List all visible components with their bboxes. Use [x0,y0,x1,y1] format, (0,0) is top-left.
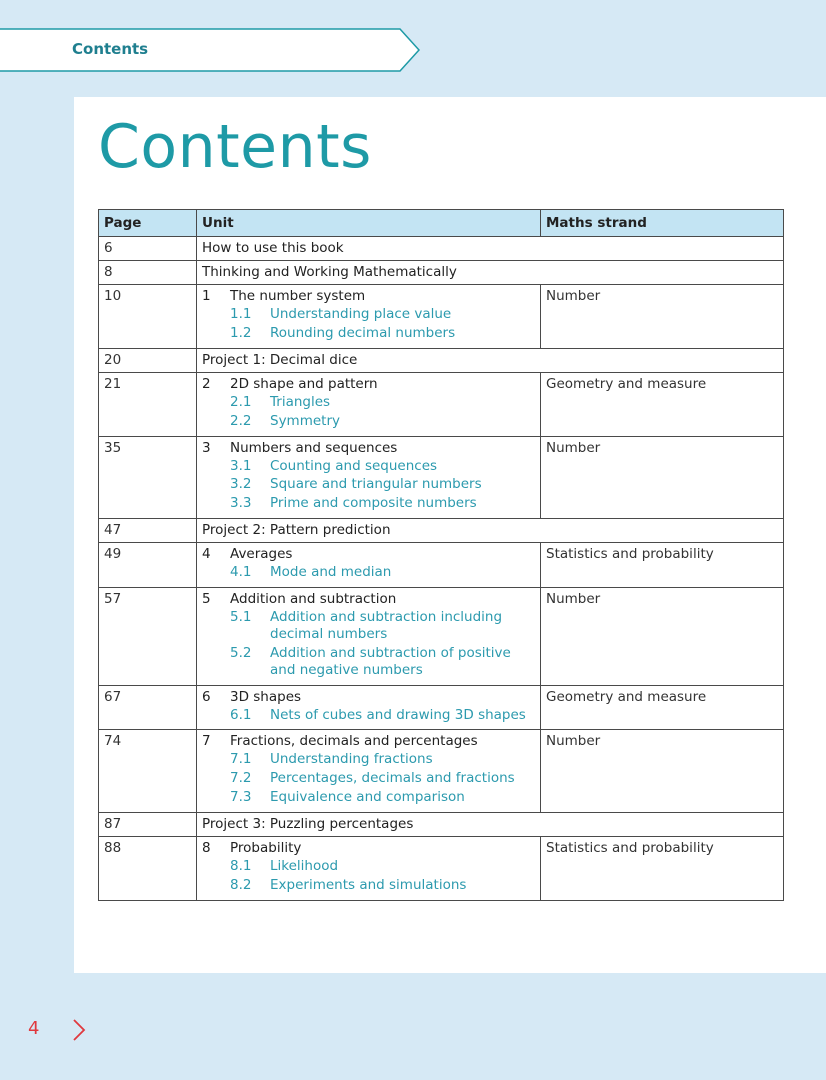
row-page: 74 [99,730,197,813]
subtopic-title: Percentages, decimals and fractions [270,770,515,787]
row-strand: Geometry and measure [541,372,784,436]
subtopic-item [202,751,535,768]
row-page: 10 [99,285,197,349]
subtopic-item [202,325,535,344]
row-title: Project 2: Pattern prediction [197,519,784,543]
unit-title: The number system [230,288,366,304]
subtopic-title: Prime and composite numbers [270,495,477,512]
subtopic-item [202,306,535,323]
unit-heading [202,840,535,856]
row-title: Project 3: Puzzling percentages [197,813,784,837]
row-page: 35 [99,436,197,519]
row-page: 21 [99,372,197,436]
row-page: 6 [99,237,197,261]
unit-title: Fractions, decimals and percentages [230,733,478,750]
unit-number: 1 [202,288,211,304]
header-unit: Unit [197,210,541,237]
subtopic-number: 1.2 [230,324,252,341]
row-unit [197,285,541,349]
page-number: 4 [28,1018,40,1039]
subtopic-title: Understanding fractions [270,751,433,768]
row-unit [197,372,541,436]
row-title: Thinking and Working Mathematically [197,261,784,285]
table-row [99,519,784,543]
subtopic-title: Counting and sequences [270,457,438,474]
header-tab-label: Contents [72,40,149,58]
tab-shape [0,28,420,72]
subtopic-number: 8.2 [230,876,252,893]
unit-heading [202,733,535,749]
subtopic-item [202,609,535,643]
subtopic-title: Likelihood [270,858,339,874]
subtopic-title: Symmetry [270,412,340,429]
subtopic-number: 3.1 [230,457,252,474]
subtopic-item [202,770,535,787]
table-row [99,837,784,901]
table-row [99,436,784,519]
unit-title: Addition and subtraction [230,591,397,607]
unit-number: 7 [202,733,211,750]
unit-number: 3 [202,439,211,456]
table-row [99,543,784,588]
header-page: Page [99,210,197,237]
row-strand: Statistics and probability [541,543,784,588]
row-page: 20 [99,348,197,372]
table-row [99,372,784,436]
table-row [99,348,784,372]
table-row [99,285,784,349]
row-page: 8 [99,261,197,285]
row-page: 87 [99,813,197,837]
unit-heading [202,440,535,456]
subtopic-title: Understanding place value [270,306,452,322]
table-row [99,685,784,730]
row-page: 47 [99,519,197,543]
row-unit [197,543,541,588]
row-strand: Number [541,285,784,349]
subtopic-item [202,495,535,514]
subtopic-number: 7.3 [230,789,252,806]
row-unit [197,685,541,730]
unit-number: 6 [202,688,211,705]
contents-table [98,209,784,901]
subtopic-number: 1.1 [230,306,252,322]
unit-number: 4 [202,546,211,563]
header-strand: Maths strand [541,210,784,237]
row-strand: Number [541,730,784,813]
subtopic-title: Square and triangular numbers [270,476,482,493]
row-unit [197,436,541,519]
row-strand: Statistics and probability [541,837,784,901]
subtopic-item [202,458,535,475]
row-strand: Geometry and measure [541,685,784,730]
unit-title: Probability [230,840,302,856]
subtopic-title: Addition and subtraction including decimal numbers [270,609,503,642]
row-page: 57 [99,588,197,686]
subtopic-item [202,476,535,493]
subtopic-item [202,645,535,681]
subtopic-number: 3.3 [230,495,252,512]
unit-title: 2D shape and pattern [230,375,378,392]
subtopic-title: Rounding decimal numbers [270,324,456,341]
row-unit [197,730,541,813]
table-row [99,237,784,261]
subtopic-item [202,707,535,726]
row-page: 88 [99,837,197,901]
unit-heading [202,376,535,392]
unit-title: Averages [230,546,293,563]
subtopic-item [202,858,535,875]
subtopic-number: 5.2 [230,644,252,661]
subtopic-number: 2.2 [230,412,252,429]
row-strand: Number [541,436,784,519]
subtopic-number: 4.1 [230,564,252,581]
subtopic-title: Equivalence and comparison [270,789,465,806]
subtopic-item [202,877,535,896]
row-page: 49 [99,543,197,588]
subtopic-title: Addition and subtraction of positive and negative numbers [270,644,511,678]
subtopic-number: 6.1 [230,706,252,723]
subtopic-title: Mode and median [270,564,392,581]
row-title: How to use this book [197,237,784,261]
table-row [99,261,784,285]
subtopic-number: 3.2 [230,476,252,493]
unit-number: 2 [202,375,211,392]
table-row [99,730,784,813]
page-title: Contents [98,112,372,182]
unit-heading [202,546,535,562]
subtopic-number: 8.1 [230,858,252,874]
row-title: Project 1: Decimal dice [197,348,784,372]
unit-number: 5 [202,591,211,607]
subtopic-number: 7.1 [230,751,252,768]
subtopic-title: Nets of cubes and drawing 3D shapes [270,706,526,723]
table-row [99,813,784,837]
header-tab [0,28,420,72]
row-unit [197,588,541,686]
subtopic-number: 7.2 [230,770,252,787]
subtopic-title: Experiments and simulations [270,876,467,893]
unit-title: Numbers and sequences [230,439,398,456]
subtopic-item [202,413,535,432]
unit-heading [202,591,535,607]
subtopic-number: 5.1 [230,609,252,625]
table-header-row [99,210,784,237]
row-page: 67 [99,685,197,730]
subtopic-item [202,789,535,808]
unit-heading [202,288,535,304]
table-row [99,588,784,686]
unit-number: 8 [202,840,211,856]
subtopic-item [202,394,535,411]
row-strand: Number [541,588,784,686]
unit-title: 3D shapes [230,688,302,705]
subtopic-item [202,564,535,583]
row-unit [197,837,541,901]
unit-heading [202,689,535,705]
subtopic-number: 2.1 [230,393,252,410]
chevron-right-icon [72,1018,86,1046]
subtopic-title: Triangles [270,393,331,410]
